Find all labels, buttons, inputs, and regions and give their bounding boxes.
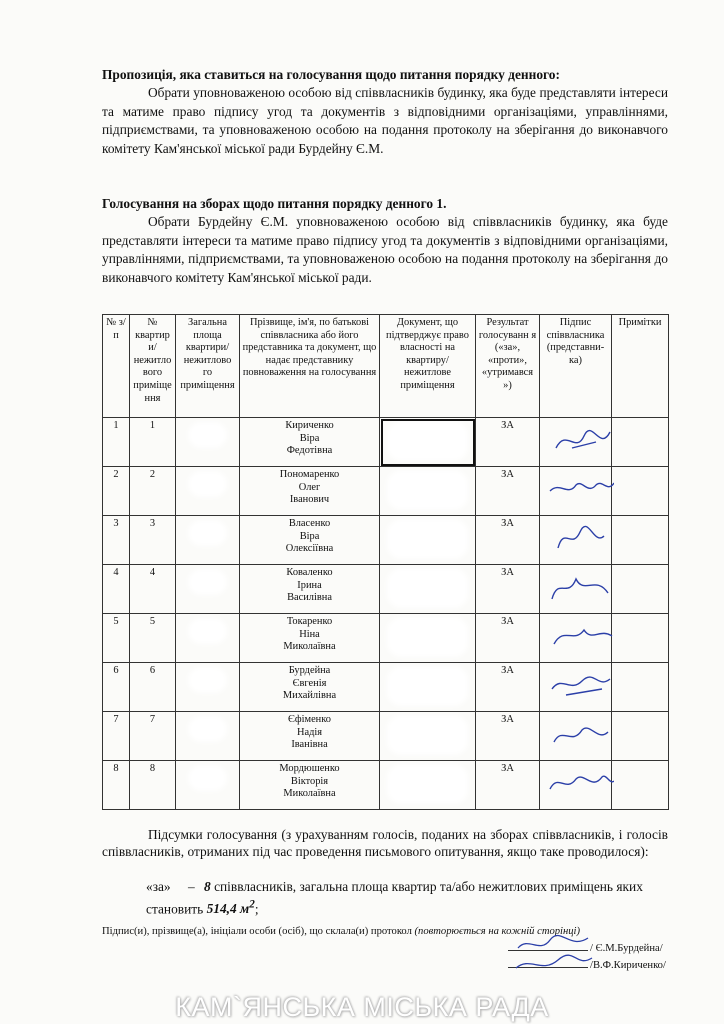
row-surname: Мордюшенко — [279, 763, 340, 774]
row-surname: Бурдейна — [288, 665, 331, 676]
row-number: 1 — [103, 418, 130, 467]
row-surname: Пономаренко — [279, 469, 340, 480]
row-first-name: Віра — [299, 530, 320, 542]
row-surname: Єфіменко — [288, 714, 331, 725]
header-name: Прізвище, ім'я, по батькові співвласника або його представника та документ, що надає представнику повноваження на голосування — [240, 315, 380, 418]
signature-stroke — [552, 579, 608, 599]
row-number: 5 — [103, 614, 130, 663]
signer-name-1: / Є.М.Бурдейна/ — [590, 943, 663, 954]
proposal-text: Обрати уповноваженою особою від співвласників будинку, яка буде представляти інтереси та матиме право підпису угод та документів з відповідними організаціями, управліннями, підприємствами, та уповноваженою особою на подання протоколу на зберігання до виконавчого комітету Кам'янської міської ради Бурдейну Є.М. — [102, 85, 668, 156]
vote-area: 514,4 м — [206, 901, 250, 917]
table-row — [103, 418, 669, 467]
row-patronymic: Олексіївна — [285, 543, 334, 555]
row-first-name: Вікторія — [290, 775, 329, 787]
row-surname: Власенко — [288, 518, 331, 529]
row-notes — [612, 516, 669, 565]
row-area-redacted — [176, 614, 240, 663]
row-name — [240, 663, 380, 712]
signature-stroke — [554, 630, 612, 644]
redaction — [192, 720, 223, 738]
vote-term: «за» — [146, 879, 171, 894]
row-first-name: Віра — [299, 432, 320, 444]
row-result: ЗА — [476, 516, 540, 565]
table-header-row — [103, 315, 669, 418]
row-first-name: Надія — [296, 726, 323, 738]
handwritten-signature — [542, 761, 614, 801]
table-row — [103, 761, 669, 810]
row-patronymic: Федотівна — [286, 445, 333, 457]
row-surname: Кириченко — [285, 420, 334, 431]
row-result: ЗА — [476, 418, 540, 467]
redaction — [392, 475, 463, 505]
row-result: ЗА — [476, 761, 540, 810]
redaction — [192, 524, 223, 542]
redaction — [192, 573, 223, 591]
row-notes — [612, 712, 669, 761]
proposal-heading: Пропозиція, яка ставиться на голосування щодо питання порядку денного: — [102, 67, 560, 82]
row-patronymic: Іванович — [289, 494, 330, 506]
row-patronymic: Іванівна — [291, 739, 328, 751]
row-surname: Коваленко — [286, 567, 333, 578]
redaction — [392, 426, 463, 456]
voting-heading: Голосування на зборах щодо питання порядку денного 1. — [102, 196, 447, 211]
header-result: Результат голосуванн я («за», «проти», «утримався ») — [476, 315, 540, 418]
row-name — [240, 565, 380, 614]
row-notes — [612, 761, 669, 810]
handwritten-signature — [542, 565, 614, 605]
row-document-redacted — [380, 516, 476, 565]
signer-label: Підпис(и), прізвище(а), ініціали особи (осіб), що склала(и) протокол — [102, 926, 412, 937]
handwritten-signature — [542, 418, 614, 458]
row-area-redacted — [176, 418, 240, 467]
row-signature — [540, 565, 612, 614]
row-area-redacted — [176, 516, 240, 565]
handwritten-signature — [542, 663, 614, 703]
row-number: 3 — [103, 516, 130, 565]
signature-stroke — [550, 483, 614, 491]
row-notes — [612, 663, 669, 712]
row-document-redacted — [380, 467, 476, 516]
row-document-redacted — [380, 614, 476, 663]
row-document-redacted — [380, 565, 476, 614]
header-number: № з/п — [103, 315, 130, 418]
vote-summary-line — [146, 878, 668, 918]
row-name — [240, 467, 380, 516]
row-first-name: Ірина — [297, 579, 322, 591]
proposal-section — [102, 66, 668, 158]
row-name — [240, 614, 380, 663]
signature-stroke — [518, 935, 588, 948]
row-number: 7 — [103, 712, 130, 761]
signer-name-2: /В.Ф.Кириченко/ — [590, 960, 666, 971]
signer-handwritten-signatures — [510, 928, 600, 976]
row-surname: Токаренко — [286, 616, 333, 627]
row-apartment: 3 — [130, 516, 176, 565]
row-signature — [540, 663, 612, 712]
redaction — [392, 573, 463, 603]
signature-stroke — [558, 526, 604, 548]
row-name — [240, 516, 380, 565]
table-row — [103, 663, 669, 712]
row-patronymic: Миколаївна — [283, 641, 336, 653]
row-area-redacted — [176, 663, 240, 712]
vote-description: співвласників, загальна площа квартир та/або нежитлових приміщень яких становить — [146, 879, 643, 917]
row-signature — [540, 418, 612, 467]
row-name — [240, 712, 380, 761]
row-number: 8 — [103, 761, 130, 810]
redaction — [392, 720, 463, 750]
handwritten-signature — [542, 467, 614, 507]
header-notes: Примітки — [612, 315, 669, 418]
header-signature: Підпис співвласника (представни- ка) — [540, 315, 612, 418]
row-name — [240, 761, 380, 810]
redaction — [392, 671, 463, 701]
voting-text: Обрати Бурдейну Є.М. уповноваженою особою від співвласників будинку, яка буде представляти інтереси та матиме право підпису угод та документів з відповідними організаціями, управліннями, підприємствами, та уповноваженою особою на подання протоколу на зберігання до виконавчого комітету Кам'янської міської ради. — [102, 214, 668, 285]
row-area-redacted — [176, 467, 240, 516]
row-number: 4 — [103, 565, 130, 614]
signature-stroke — [550, 776, 614, 789]
row-patronymic: Василівна — [287, 592, 332, 604]
handwritten-signature — [542, 614, 614, 654]
row-first-name: Олег — [298, 481, 321, 493]
row-area-redacted — [176, 565, 240, 614]
redaction — [392, 622, 463, 652]
row-result: ЗА — [476, 565, 540, 614]
voting-section — [102, 195, 668, 287]
row-result: ЗА — [476, 467, 540, 516]
row-patronymic: Михайлівна — [282, 690, 337, 702]
row-apartment: 8 — [130, 761, 176, 810]
row-notes — [612, 614, 669, 663]
row-document-redacted — [380, 418, 476, 467]
row-document-redacted — [380, 712, 476, 761]
row-number: 6 — [103, 663, 130, 712]
row-first-name: Ніна — [299, 628, 320, 640]
row-apartment: 6 — [130, 663, 176, 712]
row-signature — [540, 761, 612, 810]
vote-count: 8 — [204, 879, 211, 894]
handwritten-signature — [542, 712, 614, 752]
redaction — [192, 671, 223, 689]
row-patronymic: Миколаївна — [283, 788, 336, 800]
row-area-redacted — [176, 712, 240, 761]
row-apartment: 7 — [130, 712, 176, 761]
table-row — [103, 467, 669, 516]
handwritten-signature — [542, 516, 614, 556]
row-apartment: 2 — [130, 467, 176, 516]
summary-text: Підсумки голосування (з урахуванням голосів, поданих на зборах співвласників, і голосів співвласників, отриманих під час проведення письмового опитування, якщо таке проводилося): — [102, 827, 668, 859]
vote-area-unit-power: 2 — [249, 899, 255, 911]
row-notes — [612, 565, 669, 614]
watermark: КАМ`ЯНСЬКА МІСЬКА РАДА — [175, 992, 549, 1022]
row-document-redacted — [380, 761, 476, 810]
row-document-redacted — [380, 663, 476, 712]
row-signature — [540, 467, 612, 516]
row-result: ЗА — [476, 712, 540, 761]
redaction — [192, 426, 223, 444]
header-document: Документ, що підтверджує право власності на квартиру/ нежитлове приміщення — [380, 315, 476, 418]
signature-stroke — [556, 431, 610, 448]
redaction — [192, 475, 223, 493]
redaction — [392, 769, 463, 799]
row-signature — [540, 614, 612, 663]
row-apartment: 1 — [130, 418, 176, 467]
row-number: 2 — [103, 467, 130, 516]
vote-area-end: ; — [254, 901, 259, 917]
vote-dash: – — [188, 879, 195, 894]
row-area-redacted — [176, 761, 240, 810]
voting-table — [102, 314, 669, 810]
table-row — [103, 712, 669, 761]
row-signature — [540, 516, 612, 565]
redaction — [192, 769, 223, 787]
row-first-name: Євгенія — [292, 677, 327, 689]
table-row — [103, 516, 669, 565]
redaction — [392, 524, 463, 554]
signer-note: (повторюється на кожній сторінці) — [414, 926, 581, 937]
redaction — [192, 622, 223, 640]
row-apartment: 5 — [130, 614, 176, 663]
row-apartment: 4 — [130, 565, 176, 614]
row-name — [240, 418, 380, 467]
signature-stroke — [552, 677, 610, 695]
signature-stroke — [516, 955, 592, 968]
header-area: Загальна площа квартири/ нежитлово го приміщення — [176, 315, 240, 418]
header-apartment: № квартир и/ нежитло вого приміще ння — [130, 315, 176, 418]
table-row — [103, 565, 669, 614]
signature-stroke — [554, 728, 608, 742]
row-notes — [612, 418, 669, 467]
row-notes — [612, 467, 669, 516]
row-signature — [540, 712, 612, 761]
row-result: ЗА — [476, 663, 540, 712]
table-row — [103, 614, 669, 663]
row-result: ЗА — [476, 614, 540, 663]
